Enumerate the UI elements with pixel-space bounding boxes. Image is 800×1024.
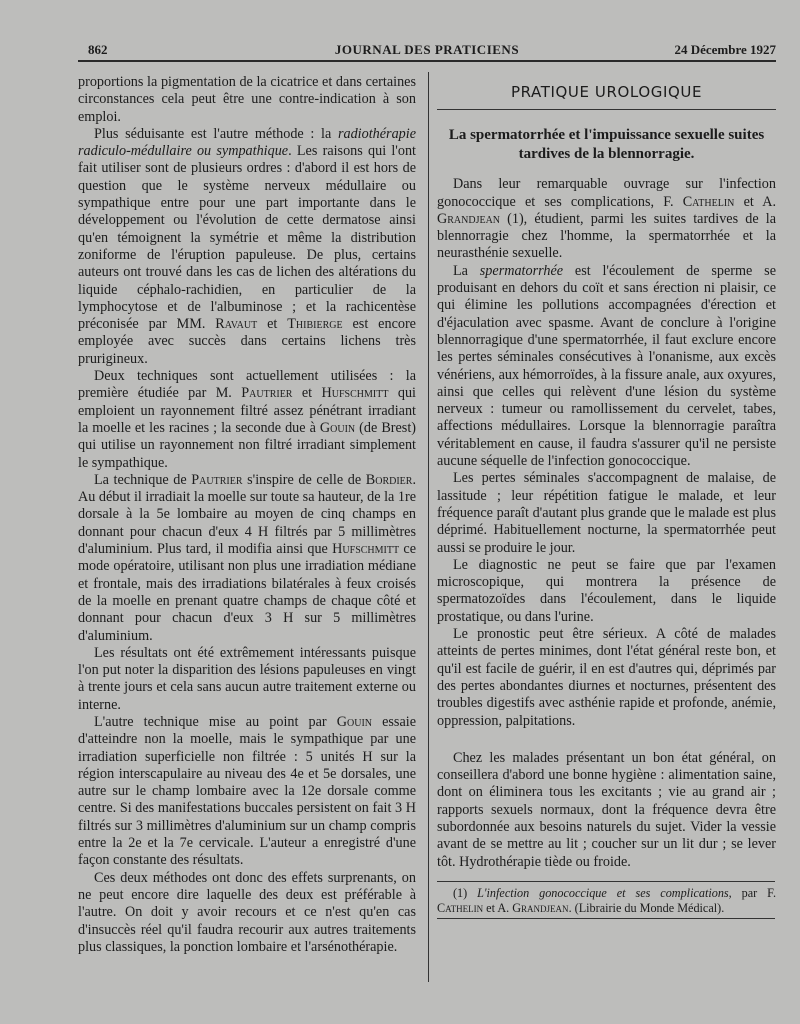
issue-date: 24 Décembre 1927 [674, 42, 776, 57]
paragraph: Dans leur remarquable ouvrage sur l'infection gonococcique et ses complications, F. Cathelin et A. Grandjean (1), étudient, parmi les suites tardives de la blennorragie chez l'homme, la spermatorrhée et la neurasthénie sexuelle. [437, 176, 776, 262]
journal-title: JOURNAL DES PRATICIENS [334, 42, 520, 57]
paragraph: Deux techniques sont actuellement utilisées : la première étudiée par M. Pautrier et Hufschmitt qui emploient un rayonnement filtré assez pénétrant irradiant la moelle et les racines ; la seconde due à Gouin (de Brest) qui utilise un rayonnement non filtré irradiant simplement le sympathique. [78, 368, 416, 471]
header-rule [78, 60, 776, 62]
paragraph: Le diagnostic ne peut se faire que par l'examen microscopique, qui montrera la présence de spermatozoïdes dans l'écoulement, dans le liquide prostatique, ou dans l'urine. [437, 556, 776, 625]
paragraph: Le pronostic peut être sérieux. A côté de malades atteints de pertes minimes, dont l'état général reste bon, et qu'il est facile de guérir, il en est d'autres qui, déprimés par des pertes abondantes diurnes et nocturnes, présentent des troubles digestifs avec asthénie rapide et profonde, anémie, oppression, palpitations. [437, 626, 776, 729]
paragraph: Plus séduisante est l'autre méthode : la radiothérapie radiculo-médullaire ou sympathique. Les raisons qui l'ont fait utiliser sont de plusieurs ordres : d'abord il est hors de question que le système nerveux médullaire ou sympathique entre pour une part importante dans le développement ou l'évolution de cette dermatose ainsi qu'en témoignent la symétrie et même la distribution zoniforme de l'éruption papuleuse. De plus, certains auteurs ont trouvé dans les cas de lichen des altérations du liquide céphalo-rachidien, en particulier de la lymphocytose et de l'albuminose ; et la rachicentèse préconisée par MM. Ravaut et Thibierge est encore employée avec succès dans certains lichens très prurigineux. [78, 125, 416, 367]
paragraph: La technique de Pautrier s'inspire de celle de Bordier. Au début il irradiait la moelle sur toute sa hauteur, de la 1re dorsale à la 5e lombaire au moyen de cinq champs en donnant pour chacun d'eux 4 H filtrés par 5 millimètres d'aluminium. Plus tard, il modifia ainsi que Hufschmitt ce mode opératoire, utilisant non plus une irradiation médiane et frontale, mais des irradiations bilatérales à feux croisés de la moelle en prenant quatre champs de chaque côté et donnant pour chacun d'eux 3 H sur 5 millimètres d'aluminium. [78, 471, 416, 644]
paragraph: La spermatorrhée est l'écoulement de sperme se produisant en dehors du coït et sans érection ni plaisir, ce qui élimine les pollutions accompagnées d'érection et d'éjaculation avec spasme. Avant de conclure à l'origine blennorragique d'une spermatorrhée, il faut exclure encore les pertes séminales consécutives à l'onanisme, aux excès vénériens, aux hémorroïdes, à la fissure anale, aux oxyures, ainsi que celles qui relèvent d'une lésion du système nerveux : tumeur ou ramollissement du cervelet, tabes, affections médullaires. Lorsque la blennorragie paraîtra véritablement en cause, il faudra s'assurer qu'il ne persiste aucune séquelle de l'infection gonococcique. [437, 262, 776, 470]
article-title: La spermatorrhée et l'impuissance sexuelle suites tardives de la blennorragie. [448, 127, 765, 163]
column-divider [428, 72, 429, 982]
footnote-rule [437, 881, 775, 882]
section-title: PRATIQUE UROLOGIQUE [437, 84, 776, 110]
paragraph: Les résultats ont été extrêmement intéressants puisque l'on put noter la disparition des lésions papuleuses en vingt à trente jours et cela sans aucun autre traitement externe ou interne. [78, 644, 416, 713]
paragraph: Chez les malades présentant un bon état général, on conseillera d'abord une bonne hygiène : alimentation saine, dont on éliminera tous les excitants ; vie au grand air ; rapports sexuels normaux, dont la fréquence devra être subordonnée aux besoins naturels du sujet. Vider la vessie avant de se mettre au lit ; coucher sur un lit dur ; se lever tôt. Hydrothérapie tiède ou froide. [437, 749, 776, 870]
paragraph: Les pertes séminales s'accompagnent de malaise, de lassitude ; leur répétition fatigue le malade, et leur fréquence paraît d'autant plus grande que le malade est plus déprimé. Habituellement nocturne, la spermatorrhée peut aussi se produire le jour. [437, 470, 776, 556]
page-number: 862 [88, 42, 108, 57]
paragraph: L'autre technique mise au point par Gouin essaie d'atteindre non la moelle, mais le sympathique par une irradiation superficielle non filtrée : 5 unités H sur la région interscapulaire au niveau des 4e et 5e dorsales, une autre sur le champ lombaire avec la 12e dorsale comme centre. Si des manifestations buccales persistent on fait 3 H filtrés sur 3 millimètres d'aluminium sur un champ compris entre la 2e et la 7e cervicale. L'auteur a enregistré d'une façon constante des résultats. [78, 713, 416, 869]
left-column [78, 74, 416, 956]
footnote: (1) L'infection gonococcique et ses complications, par F. Cathelin et A. Grandjean. (Librairie du Monde Médical). [437, 885, 776, 915]
right-column [437, 74, 776, 919]
running-header [78, 38, 776, 60]
footnote-end-rule [437, 918, 775, 919]
paragraph: proportions la pigmentation de la cicatrice et dans certaines circonstances cela peut être une contre-indication à son emploi. [78, 74, 416, 125]
paragraph: Ces deux méthodes ont donc des effets surprenants, on ne peut encore dire laquelle des deux est préférable à l'autre. On doit y avoir recours et ce n'est qu'en cas d'insuccès réel qu'il faudra recourir aux autres traitements plus classiques, la ponction lombaire et l'arsénothérapie. [78, 869, 416, 955]
